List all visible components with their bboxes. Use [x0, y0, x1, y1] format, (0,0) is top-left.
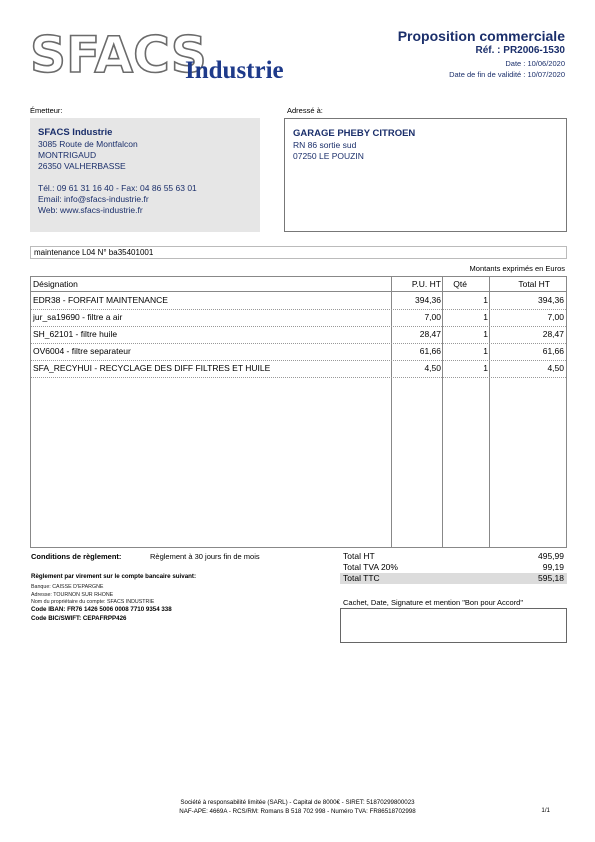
signature-label: Cachet, Date, Signature et mention "Bon pour Accord" [343, 598, 524, 607]
total-ttc-row [340, 573, 567, 584]
company-logo [30, 26, 320, 86]
recipient-label: Adressé à: [287, 106, 323, 115]
bic-swift: Code BIC/SWIFT: CEPAFRPP426 [31, 615, 127, 622]
table-header [31, 277, 566, 292]
logo-suffix-text: Industrie [185, 57, 284, 84]
header-designation: Désignation [33, 279, 78, 289]
payment-conditions-value: Règlement à 30 jours fin de mois [150, 552, 260, 561]
document-title: Proposition commerciale [397, 28, 565, 44]
totals-block [340, 551, 567, 584]
table-row [31, 309, 566, 327]
recipient-address-line: 07250 LE POUZIN [293, 151, 364, 161]
item-total: 28,47 [542, 329, 564, 339]
table-row [31, 326, 566, 344]
recipient-box [284, 118, 567, 232]
item-designation: EDR38 - FORFAIT MAINTENANCE [33, 295, 168, 305]
item-unit-price: 7,00 [424, 312, 441, 322]
item-quantity: 1 [483, 295, 488, 305]
reference-line: maintenance L04 N° ba35401001 [30, 246, 567, 259]
document-reference: Réf. : PR2006-1530 [475, 45, 565, 56]
header-quantity: Qté [453, 279, 467, 289]
footer [0, 798, 595, 816]
issuer-website: Web: www.sfacs-industrie.fr [38, 205, 143, 215]
item-designation: jur_sa19690 - filtre a air [33, 312, 123, 322]
document-validity-date: Date de fin de validité : 10/07/2020 [449, 70, 565, 79]
issuer-label: Émetteur: [30, 106, 63, 115]
item-unit-price: 394,36 [415, 295, 441, 305]
item-total: 394,36 [538, 295, 564, 305]
recipient-name: GARAGE PHEBY CITROEN [293, 128, 416, 139]
issuer-email: Email: info@sfacs-industrie.fr [38, 194, 149, 204]
footer-legal-line: NAF-APE: 4669A - RCS/RM: Romans B 518 702 998 - Numéro TVA: FR86518702998 [179, 808, 416, 815]
item-designation: SH_62101 - filtre huile [33, 329, 118, 339]
issuer-name: SFACS Industrie [38, 127, 113, 138]
bank-address: Adresse: TOURNON SUR RHONE [31, 592, 114, 598]
header-unit-price: P.U. HT [411, 279, 441, 289]
document-header [398, 28, 565, 80]
issuer-address-line: MONTRIGAUD [38, 150, 97, 160]
payment-conditions-label: Conditions de règlement: [31, 552, 122, 561]
iban: Code IBAN: FR76 1426 5006 0008 7710 9354 338 [31, 606, 172, 613]
logo-brand-text: SFACS [30, 26, 207, 84]
total-ht-row [340, 551, 567, 562]
item-unit-price: 4,50 [424, 363, 441, 373]
header-total: Total HT [518, 279, 550, 289]
total-value: 495,99 [538, 551, 564, 561]
bank-name: Banque: CAISSE D'EPARGNE [31, 584, 104, 590]
items-table [30, 276, 567, 548]
total-value: 595,18 [538, 573, 564, 583]
item-unit-price: 28,47 [419, 329, 441, 339]
currency-note: Montants exprimés en Euros [469, 264, 565, 273]
table-row [31, 343, 566, 361]
issuer-phone: Tél.: 09 61 31 16 40 - Fax: 04 86 55 63 01 [38, 183, 197, 193]
item-designation: SFA_RECYHUI - RECYCLAGE DES DIFF FILTRES ET HUILE [33, 363, 271, 373]
page-number: 1/1 [541, 807, 550, 814]
item-total: 7,00 [547, 312, 564, 322]
item-quantity: 1 [483, 346, 488, 356]
signature-box[interactable] [340, 608, 567, 643]
total-label: Total HT [343, 551, 375, 561]
issuer-address-line: 26350 VALHERBASSE [38, 161, 126, 171]
footer-legal-line: Société à responsabilité limitée (SARL) - Capital de 8000€ - SIRET: 51870299800023 [180, 799, 415, 806]
issuer-box [30, 118, 260, 232]
total-label: Total TVA 20% [343, 562, 398, 572]
total-label: Total TTC [343, 573, 380, 583]
item-total: 61,66 [542, 346, 564, 356]
item-unit-price: 61,66 [419, 346, 441, 356]
account-owner: Nom du propriétaire du compte: SFACS INDUSTRIE [31, 599, 155, 605]
table-row [31, 292, 566, 310]
item-designation: OV6004 - filtre separateur [33, 346, 131, 356]
bank-transfer-title: Règlement par virement sur le compte bancaire suivant: [31, 573, 197, 580]
item-quantity: 1 [483, 329, 488, 339]
document-date: Date : 10/06/2020 [505, 59, 565, 68]
item-quantity: 1 [483, 312, 488, 322]
item-quantity: 1 [483, 363, 488, 373]
recipient-address-line: RN 86 sortie sud [293, 140, 357, 150]
item-total: 4,50 [547, 363, 564, 373]
table-row [31, 360, 566, 378]
total-tva-row [340, 562, 567, 573]
total-value: 99,19 [542, 562, 564, 572]
issuer-address-line: 3085 Route de Montfalcon [38, 139, 138, 149]
